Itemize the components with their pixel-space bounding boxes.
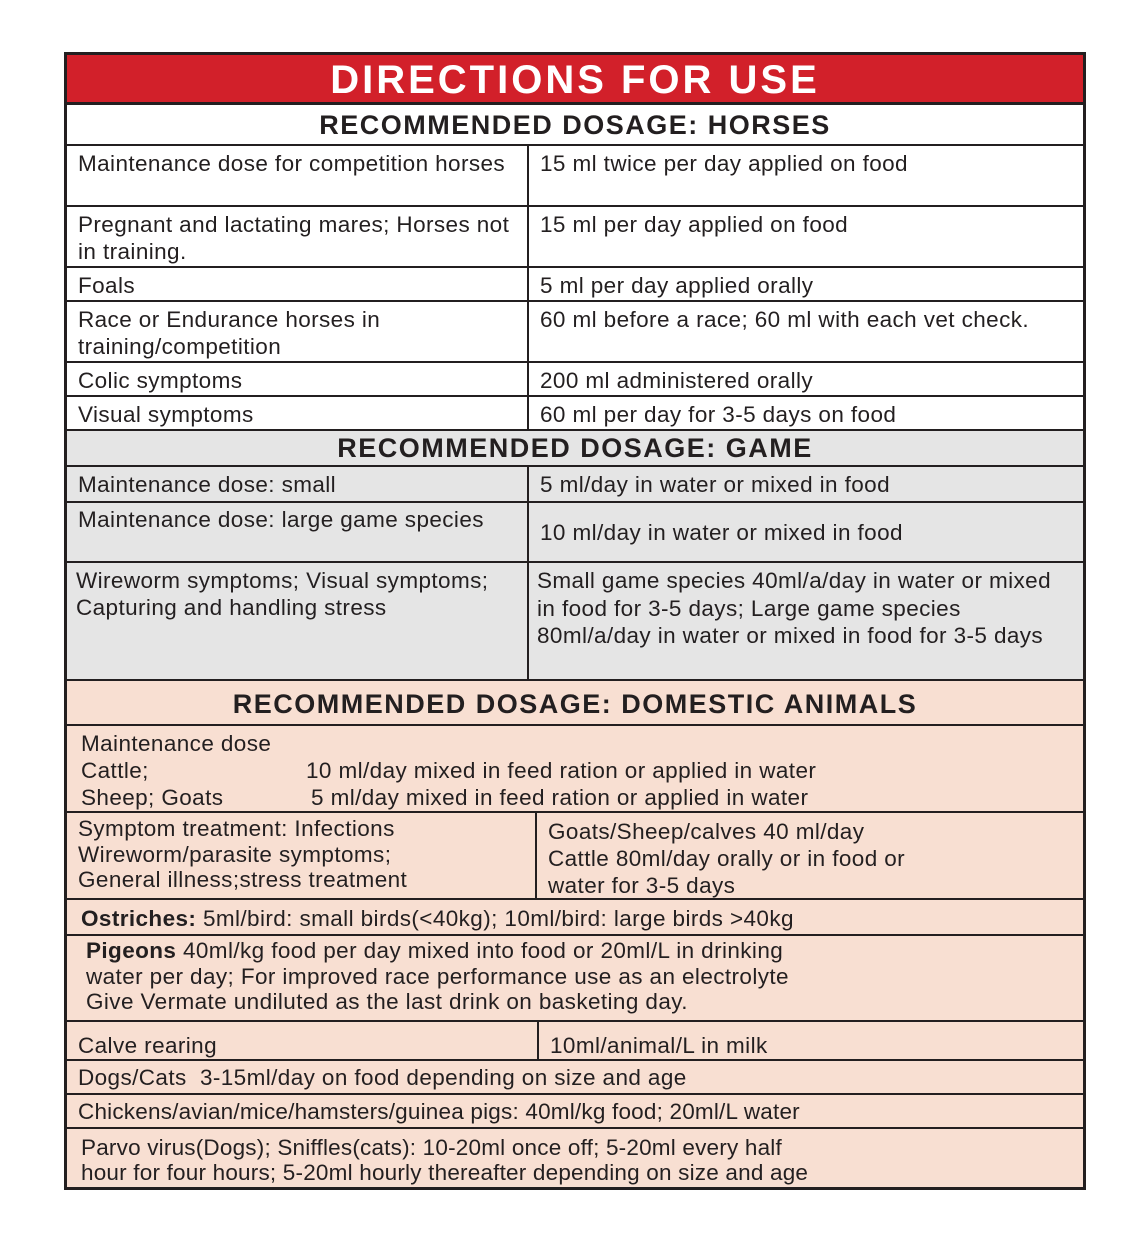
sheep-dose: 5 ml/day mixed in feed ration or applied in water xyxy=(311,785,809,810)
chickens-row: Chickens/avian/mice/hamsters/guinea pigs: 40ml/kg food; 20ml/L water xyxy=(67,1095,1083,1129)
parvo-text: hour for four hours; 5-20ml hourly thereafter depending on size and age xyxy=(81,1160,809,1185)
pigeons-text: 40ml/kg food per day mixed into food or 20ml/L in drinking xyxy=(176,938,784,963)
dosage-label: Foals xyxy=(67,268,529,300)
table-row xyxy=(67,467,1083,503)
dosage-value: 200 ml administered orally xyxy=(540,368,814,393)
dosage-label: Pregnant and lactating mares; Horses not in training. xyxy=(67,207,529,266)
dosage-value: 60 ml before a race; 60 ml with each vet check. xyxy=(540,307,1030,332)
directions-panel xyxy=(64,52,1086,1190)
horses-heading: RECOMMENDED DOSAGE: HORSES xyxy=(67,105,1083,146)
dosage-label: Maintenance dose: small xyxy=(67,467,529,501)
dosage-value: 15 ml twice per day applied on food xyxy=(540,151,908,176)
maintenance-title: Maintenance dose xyxy=(81,731,272,756)
table-row xyxy=(67,302,1083,363)
dosage-label: Wireworm symptoms; Visual symptoms; Capturing and handling stress xyxy=(67,563,529,679)
sheep-label: Sheep; Goats xyxy=(81,785,224,810)
pigeons-text: Give Vermate undiluted as the last drink on basketing day. xyxy=(86,989,688,1014)
symptom-label-line: General illness;stress treatment xyxy=(78,867,408,892)
symptom-dose-line: Goats/Sheep/calves 40 ml/day xyxy=(548,819,865,844)
calve-row xyxy=(67,1022,1083,1061)
dogs-row xyxy=(67,1061,1083,1095)
dosage-value: 5 ml/day in water or mixed in food xyxy=(540,472,891,497)
dosage-value: 60 ml per day for 3-5 days on food xyxy=(540,402,897,427)
maintenance-block xyxy=(67,726,1083,813)
dosage-label: Maintenance dose: large game species xyxy=(67,503,529,561)
dogs-dose: 3-15ml/day on food depending on size and age xyxy=(199,1065,687,1090)
ostriches-row xyxy=(67,900,1083,936)
table-row xyxy=(67,146,1083,207)
domestic-heading: RECOMMENDED DOSAGE: DOMESTIC ANIMALS xyxy=(67,681,1083,726)
dosage-value: Small game species 40ml/a/day in water or mixed in food for 3-5 days; Large game species 80ml/a/day in water or mixed in food for 3-5 days xyxy=(537,568,1052,648)
calve-dose: 10ml/animal/L in milk xyxy=(550,1033,768,1058)
ostriches-dose: 5ml/bird: small birds(<40kg); 10ml/bird: large birds >40kg xyxy=(196,906,794,931)
cattle-label: Cattle; xyxy=(81,758,149,783)
symptom-label-line: Wireworm/parasite symptoms; xyxy=(78,841,392,867)
table-row xyxy=(67,268,1083,302)
cattle-dose: 10 ml/day mixed in feed ration or applied in water xyxy=(306,758,817,783)
symptom-dose-line: water for 3-5 days xyxy=(548,873,736,898)
dosage-label: Maintenance dose for competition horses xyxy=(67,146,529,205)
parvo-row xyxy=(67,1129,1083,1187)
symptom-label xyxy=(67,813,537,898)
dosage-value: 10 ml/day in water or mixed in food xyxy=(540,520,903,545)
dosage-label: Colic symptoms xyxy=(67,363,529,395)
page-title: DIRECTIONS FOR USE xyxy=(67,55,1083,105)
dogs-label: Dogs/Cats xyxy=(78,1065,187,1090)
pigeons-line xyxy=(86,938,1083,964)
sheep-line xyxy=(81,784,1083,811)
dosage-label: Race or Endurance horses in training/competition xyxy=(67,302,529,361)
calve-label: Calve rearing xyxy=(67,1022,539,1059)
symptom-label-line: Symptom treatment: Infections xyxy=(78,816,395,841)
cattle-line xyxy=(81,757,1083,784)
ostriches-label: Ostriches: xyxy=(81,906,197,931)
dosage-value: 15 ml per day applied on food xyxy=(540,212,849,237)
dosage-value: 5 ml per day applied orally xyxy=(540,273,814,298)
table-row xyxy=(67,563,1083,681)
table-row xyxy=(67,397,1083,431)
dosage-label: Visual symptoms xyxy=(67,397,529,429)
table-row xyxy=(67,503,1083,563)
pigeons-text: water per day; For improved race performance use as an electrolyte xyxy=(86,963,789,989)
pigeons-row xyxy=(67,936,1083,1022)
symptom-dose xyxy=(537,813,1083,898)
table-row xyxy=(67,207,1083,268)
symptom-row xyxy=(67,813,1083,900)
symptom-dose-line: Cattle 80ml/day orally or in food or xyxy=(548,846,906,871)
table-row xyxy=(67,363,1083,397)
pigeons-label: Pigeons xyxy=(86,938,177,963)
game-heading: RECOMMENDED DOSAGE: GAME xyxy=(67,431,1083,467)
parvo-text: Parvo virus(Dogs); Sniffles(cats): 10-20ml once off; 5-20ml every half xyxy=(81,1135,782,1160)
